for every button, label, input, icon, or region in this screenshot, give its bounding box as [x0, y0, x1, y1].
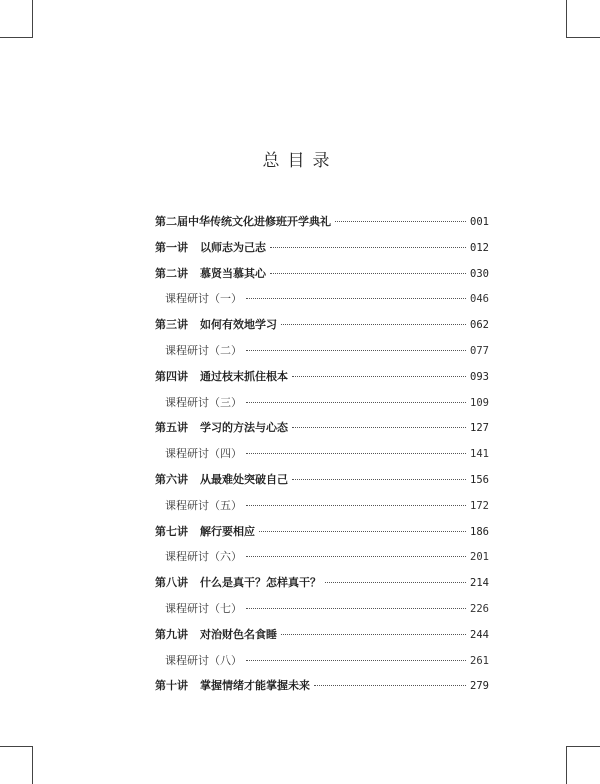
toc-page-number: 279	[470, 680, 489, 693]
crop-mark	[0, 746, 33, 747]
dot-leader	[259, 531, 466, 532]
dot-leader	[270, 247, 466, 248]
dot-leader	[325, 582, 466, 583]
toc-entry-title: 课程研讨（四）	[165, 447, 242, 461]
toc-entry-title: 通过枝末抓住根本	[200, 369, 288, 383]
crop-mark	[566, 0, 567, 38]
toc-page-number: 156	[470, 474, 489, 486]
toc-page-number: 226	[470, 603, 489, 615]
toc-page-number: 093	[470, 370, 489, 383]
toc-entry-title: 学习的方法与心态	[200, 421, 288, 435]
dot-leader	[314, 685, 466, 686]
toc-entry-title: 课程研讨（二）	[165, 344, 242, 357]
toc-subentry[interactable]	[165, 446, 489, 462]
toc-entry-title: 课程研讨（六）	[165, 550, 242, 564]
toc-entry-number: 第八讲	[155, 576, 188, 590]
toc-subentry[interactable]	[165, 549, 489, 565]
dot-leader	[270, 273, 466, 274]
toc-entry-title: 课程研讨（一）	[165, 292, 242, 306]
toc-page-number: 127	[470, 422, 489, 435]
toc-page-number: 261	[470, 654, 489, 667]
toc-page-number: 001	[470, 216, 489, 228]
dot-leader	[292, 376, 466, 377]
toc-entry-title: 从最难处突破自己	[200, 473, 288, 486]
page-title: 总目录	[262, 151, 338, 171]
dot-leader	[246, 350, 466, 351]
crop-mark	[566, 746, 567, 784]
toc-entry-title: 慕贤当慕其心	[200, 266, 266, 280]
toc-page-number: 012	[470, 241, 489, 254]
toc-entry-title: 掌握情绪才能掌握未来	[200, 679, 310, 693]
toc-entry[interactable]	[155, 678, 489, 694]
dot-leader	[281, 634, 466, 635]
toc-entry[interactable]	[155, 524, 489, 540]
dot-leader	[335, 221, 466, 222]
toc-entry-number: 第三讲	[155, 318, 188, 332]
dot-leader	[246, 608, 466, 609]
toc-entry-number: 第四讲	[155, 369, 188, 383]
toc-entry-title: 课程研讨（五）	[165, 498, 242, 512]
toc-page-number: 141	[470, 448, 489, 461]
toc-entry-number: 第二讲	[155, 266, 188, 280]
toc-entry[interactable]	[155, 214, 489, 230]
dot-leader	[292, 427, 466, 428]
crop-mark	[566, 746, 600, 747]
toc-entry[interactable]	[155, 472, 489, 488]
toc-page-number: 046	[470, 293, 489, 306]
toc-entry-title: 课程研讨（七）	[165, 602, 242, 615]
toc-subentry[interactable]	[165, 498, 489, 514]
toc-subentry[interactable]	[165, 343, 489, 359]
toc-page-number: 077	[470, 345, 489, 357]
toc-subentry[interactable]	[165, 291, 489, 307]
toc-entry[interactable]	[155, 240, 489, 256]
toc-page-number: 244	[470, 628, 489, 641]
toc-page-number: 214	[470, 577, 489, 590]
toc-entry-title: 课程研讨（八）	[165, 653, 242, 667]
toc-subentry[interactable]	[165, 395, 489, 411]
toc-entry-number: 第七讲	[155, 524, 188, 538]
toc-entry-title: 如何有效地学习	[200, 318, 277, 332]
toc-entry[interactable]	[155, 369, 489, 385]
toc-page-number: 030	[470, 267, 489, 280]
toc-entry[interactable]	[155, 420, 489, 436]
toc-entry[interactable]	[155, 317, 489, 333]
toc-entry-number: 第十讲	[155, 679, 188, 693]
toc-entry[interactable]	[155, 266, 489, 282]
toc-subentry[interactable]	[165, 601, 489, 617]
toc-entry-number: 第九讲	[155, 627, 188, 641]
toc-page-number: 172	[470, 499, 489, 512]
dot-leader	[246, 453, 466, 454]
toc-entry[interactable]	[155, 627, 489, 643]
toc-entry-title: 以师志为己志	[200, 240, 266, 254]
dot-leader	[246, 556, 466, 557]
crop-mark	[0, 37, 33, 38]
toc-page-number: 062	[470, 319, 489, 332]
toc-entry-title: 对治财色名食睡	[200, 627, 277, 641]
toc-entry-title: 解行要相应	[200, 524, 255, 538]
dot-leader	[246, 505, 466, 506]
toc-page-number: 201	[470, 551, 489, 564]
toc-entry-title: 第二届中华传统文化进修班开学典礼	[155, 215, 331, 228]
toc-entry-title: 什么是真干？怎样真干？	[200, 576, 321, 590]
toc-subentry[interactable]	[165, 653, 489, 669]
dot-leader	[246, 660, 466, 661]
dot-leader	[292, 479, 466, 480]
crop-mark	[566, 37, 600, 38]
toc-page-number: 109	[470, 396, 489, 409]
toc-entry-number: 第一讲	[155, 240, 188, 254]
toc-entry-number: 第五讲	[155, 421, 188, 435]
toc-entry-title: 课程研讨（三）	[165, 395, 242, 409]
crop-mark	[32, 746, 33, 784]
toc-entry[interactable]	[155, 575, 489, 591]
toc-page-number: 186	[470, 525, 489, 538]
dot-leader	[246, 402, 466, 403]
toc-entry-number: 第六讲	[155, 473, 188, 486]
crop-mark	[32, 0, 33, 38]
dot-leader	[281, 324, 466, 325]
dot-leader	[246, 298, 466, 299]
